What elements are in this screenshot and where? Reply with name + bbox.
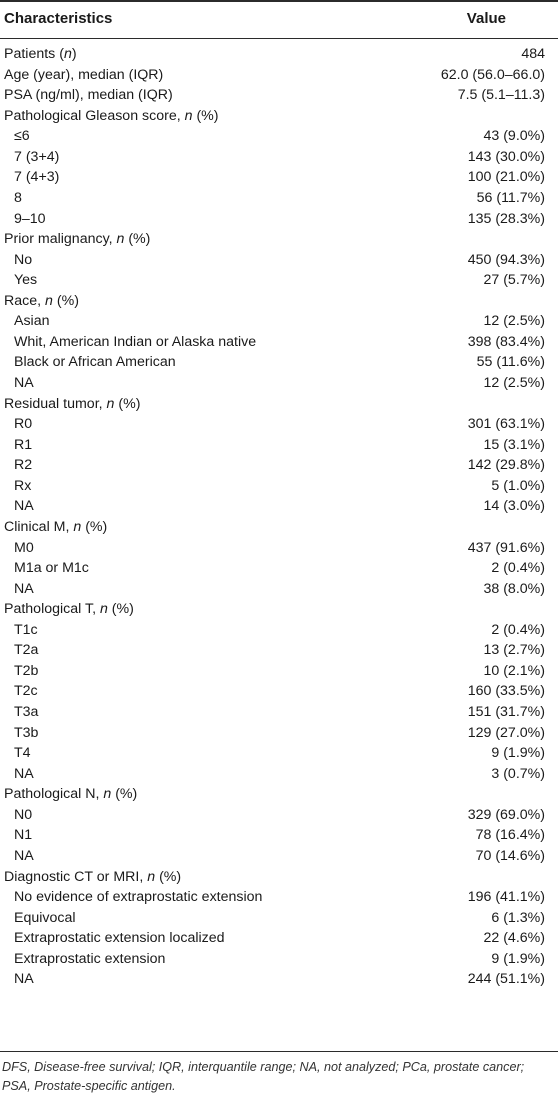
row-label: Patients (n) (4, 46, 77, 62)
row-value: 196 (41.1%) (467, 889, 545, 906)
row-value: 129 (27.0%) (467, 724, 545, 741)
row-value: 43 (9.0%) (483, 128, 545, 145)
row-value: 38 (8.0%) (483, 580, 545, 597)
row-label: 8 (14, 189, 22, 206)
row-label: NA (14, 765, 34, 782)
row-label: T2c (14, 683, 38, 700)
row-value: 160 (33.5%) (467, 683, 545, 700)
row-value: 100 (21.0%) (467, 169, 545, 186)
row-label: Extraprostatic extension (14, 950, 166, 967)
row-value: 143 (30.0%) (467, 148, 545, 165)
header-rule (0, 38, 558, 39)
table-row (0, 270, 558, 291)
row-value: 62.0 (56.0–66.0) (440, 66, 545, 83)
row-label: T2b (14, 662, 39, 679)
table-row (0, 661, 558, 682)
row-label: Equivocal (14, 909, 76, 926)
row-label: Yes (14, 272, 38, 289)
table-row (0, 538, 558, 559)
table-row (0, 352, 558, 373)
row-label: M0 (14, 539, 34, 556)
row-label: Extraprostatic extension localized (14, 930, 225, 947)
table-row-group-header (0, 291, 558, 312)
table-row (0, 167, 558, 188)
row-label: R2 (14, 457, 33, 474)
row-value: 9 (1.9%) (491, 950, 545, 967)
row-label: Residual tumor, n (%) (4, 395, 141, 412)
row-label: T4 (14, 745, 31, 762)
row-value: 78 (16.4%) (475, 827, 545, 844)
table-row (0, 825, 558, 846)
table-row (0, 188, 558, 209)
row-label: NA (14, 580, 34, 597)
row-label: Race, n (%) (4, 292, 79, 309)
table-row (0, 311, 558, 332)
row-value: 437 (91.6%) (467, 539, 545, 556)
table-row-group-header (0, 106, 558, 127)
row-label: NA (14, 498, 34, 515)
table-row (0, 805, 558, 826)
row-label: NA (14, 375, 34, 391)
table-row (0, 681, 558, 702)
table-row-group-header (0, 394, 558, 415)
table-row (0, 620, 558, 641)
row-value: 329 (69.0%) (467, 806, 545, 823)
table-row (0, 887, 558, 908)
row-label: Diagnostic CT or MRI, n (%) (4, 868, 182, 885)
row-value: 2 (0.4%) (491, 560, 545, 577)
table-footnote: DFS, Disease-free survival; IQR, interquantile range; NA, not analyzed; PCa, prostate cancer; PSA, Prostate-specific antigen. (2, 1060, 525, 1093)
row-value: 9 (1.9%) (491, 745, 545, 762)
row-label: T2a (14, 642, 39, 659)
row-label: ≤6 (14, 128, 30, 145)
table-row (0, 702, 558, 723)
table-row (0, 209, 558, 230)
row-label: Pathological N, n (%) (4, 786, 138, 803)
row-label: N0 (14, 806, 33, 823)
header-characteristics: Characteristics (4, 10, 113, 27)
row-label: 7 (4+3) (14, 169, 60, 186)
row-value: 70 (14.6%) (475, 847, 545, 864)
table-row (0, 332, 558, 353)
table-row-group-header (0, 65, 558, 86)
table-row (0, 455, 558, 476)
table-row (0, 928, 558, 949)
table-row (0, 743, 558, 764)
row-value: 12 (2.5%) (483, 375, 545, 391)
table-row-group-header (0, 229, 558, 250)
row-label: N1 (14, 827, 33, 844)
row-value: 14 (3.0%) (483, 498, 545, 515)
row-value: 2 (0.4%) (491, 621, 545, 638)
row-value: 6 (1.3%) (491, 909, 545, 926)
table-row (0, 908, 558, 929)
table-row (0, 723, 558, 744)
table-row (0, 640, 558, 661)
row-value: 244 (51.1%) (467, 971, 545, 988)
row-label: Whit, American Indian or Alaska native (14, 333, 257, 350)
row-value: 135 (28.3%) (467, 210, 545, 227)
table-row-group-header (0, 867, 558, 888)
row-label: 7 (3+4) (14, 148, 60, 165)
row-value: 10 (2.1%) (483, 662, 545, 679)
row-label: M1a or M1c (14, 560, 89, 577)
table-row (0, 558, 558, 579)
row-value: 3 (0.7%) (491, 765, 545, 782)
row-label: Age (year), median (IQR) (4, 66, 164, 83)
row-value: 22 (4.6%) (483, 930, 545, 947)
row-value: 5 (1.0%) (491, 477, 545, 494)
table-row-group-header (0, 784, 558, 805)
row-value: 484 (521, 46, 545, 62)
row-label: Pathological T, n (%) (4, 601, 134, 618)
table-row-group-header (0, 44, 558, 65)
table-row (0, 435, 558, 456)
row-value: 142 (29.8%) (467, 457, 545, 474)
row-label: Prior malignancy, n (%) (4, 231, 151, 248)
row-label: No (14, 251, 33, 268)
row-value: 55 (11.6%) (476, 354, 545, 371)
row-value: 398 (83.4%) (467, 333, 545, 350)
table-row (0, 764, 558, 785)
row-label: R0 (14, 416, 33, 433)
table-row-group-header (0, 85, 558, 106)
header-value: Value (466, 10, 506, 27)
table-row (0, 579, 558, 600)
table-row (0, 373, 558, 394)
row-label: R1 (14, 436, 33, 453)
row-label: Pathological Gleason score, n (%) (4, 107, 219, 124)
table-row (0, 949, 558, 970)
row-value: 13 (2.7%) (483, 642, 545, 659)
row-value: 15 (3.1%) (483, 436, 545, 453)
row-label: NA (14, 847, 34, 864)
row-value: 12 (2.5%) (483, 313, 545, 330)
table-row (0, 496, 558, 517)
row-value: 151 (31.7%) (467, 704, 545, 720)
row-label: NA (14, 971, 34, 988)
table-row (0, 476, 558, 497)
table-body (0, 44, 558, 990)
row-label: Black or African American (14, 354, 176, 371)
row-value: 27 (5.7%) (483, 272, 545, 289)
table-row-group-header (0, 599, 558, 620)
row-label: Clinical M, n (%) (4, 518, 108, 535)
bottom-rule (0, 1051, 558, 1052)
table-row (0, 126, 558, 147)
row-label: No evidence of extraprostatic extension (14, 889, 263, 906)
row-label: PSA (ng/ml), median (IQR) (4, 87, 173, 104)
row-label: Rx (14, 477, 32, 494)
table-row-group-header (0, 517, 558, 538)
table-row (0, 969, 558, 990)
row-label: T3b (14, 724, 39, 741)
row-value: 301 (63.1%) (467, 416, 545, 433)
table-row (0, 846, 558, 867)
table-row (0, 414, 558, 435)
row-label: T3a (14, 704, 39, 720)
row-label: Asian (14, 313, 50, 330)
table-row (0, 250, 558, 271)
table-header (0, 2, 558, 38)
row-value: 7.5 (5.1–11.3) (457, 87, 545, 104)
row-value: 56 (11.7%) (476, 189, 545, 206)
table-row (0, 147, 558, 168)
row-label: 9–10 (14, 210, 46, 227)
row-label: T1c (14, 621, 38, 638)
row-value: 450 (94.3%) (467, 251, 545, 268)
